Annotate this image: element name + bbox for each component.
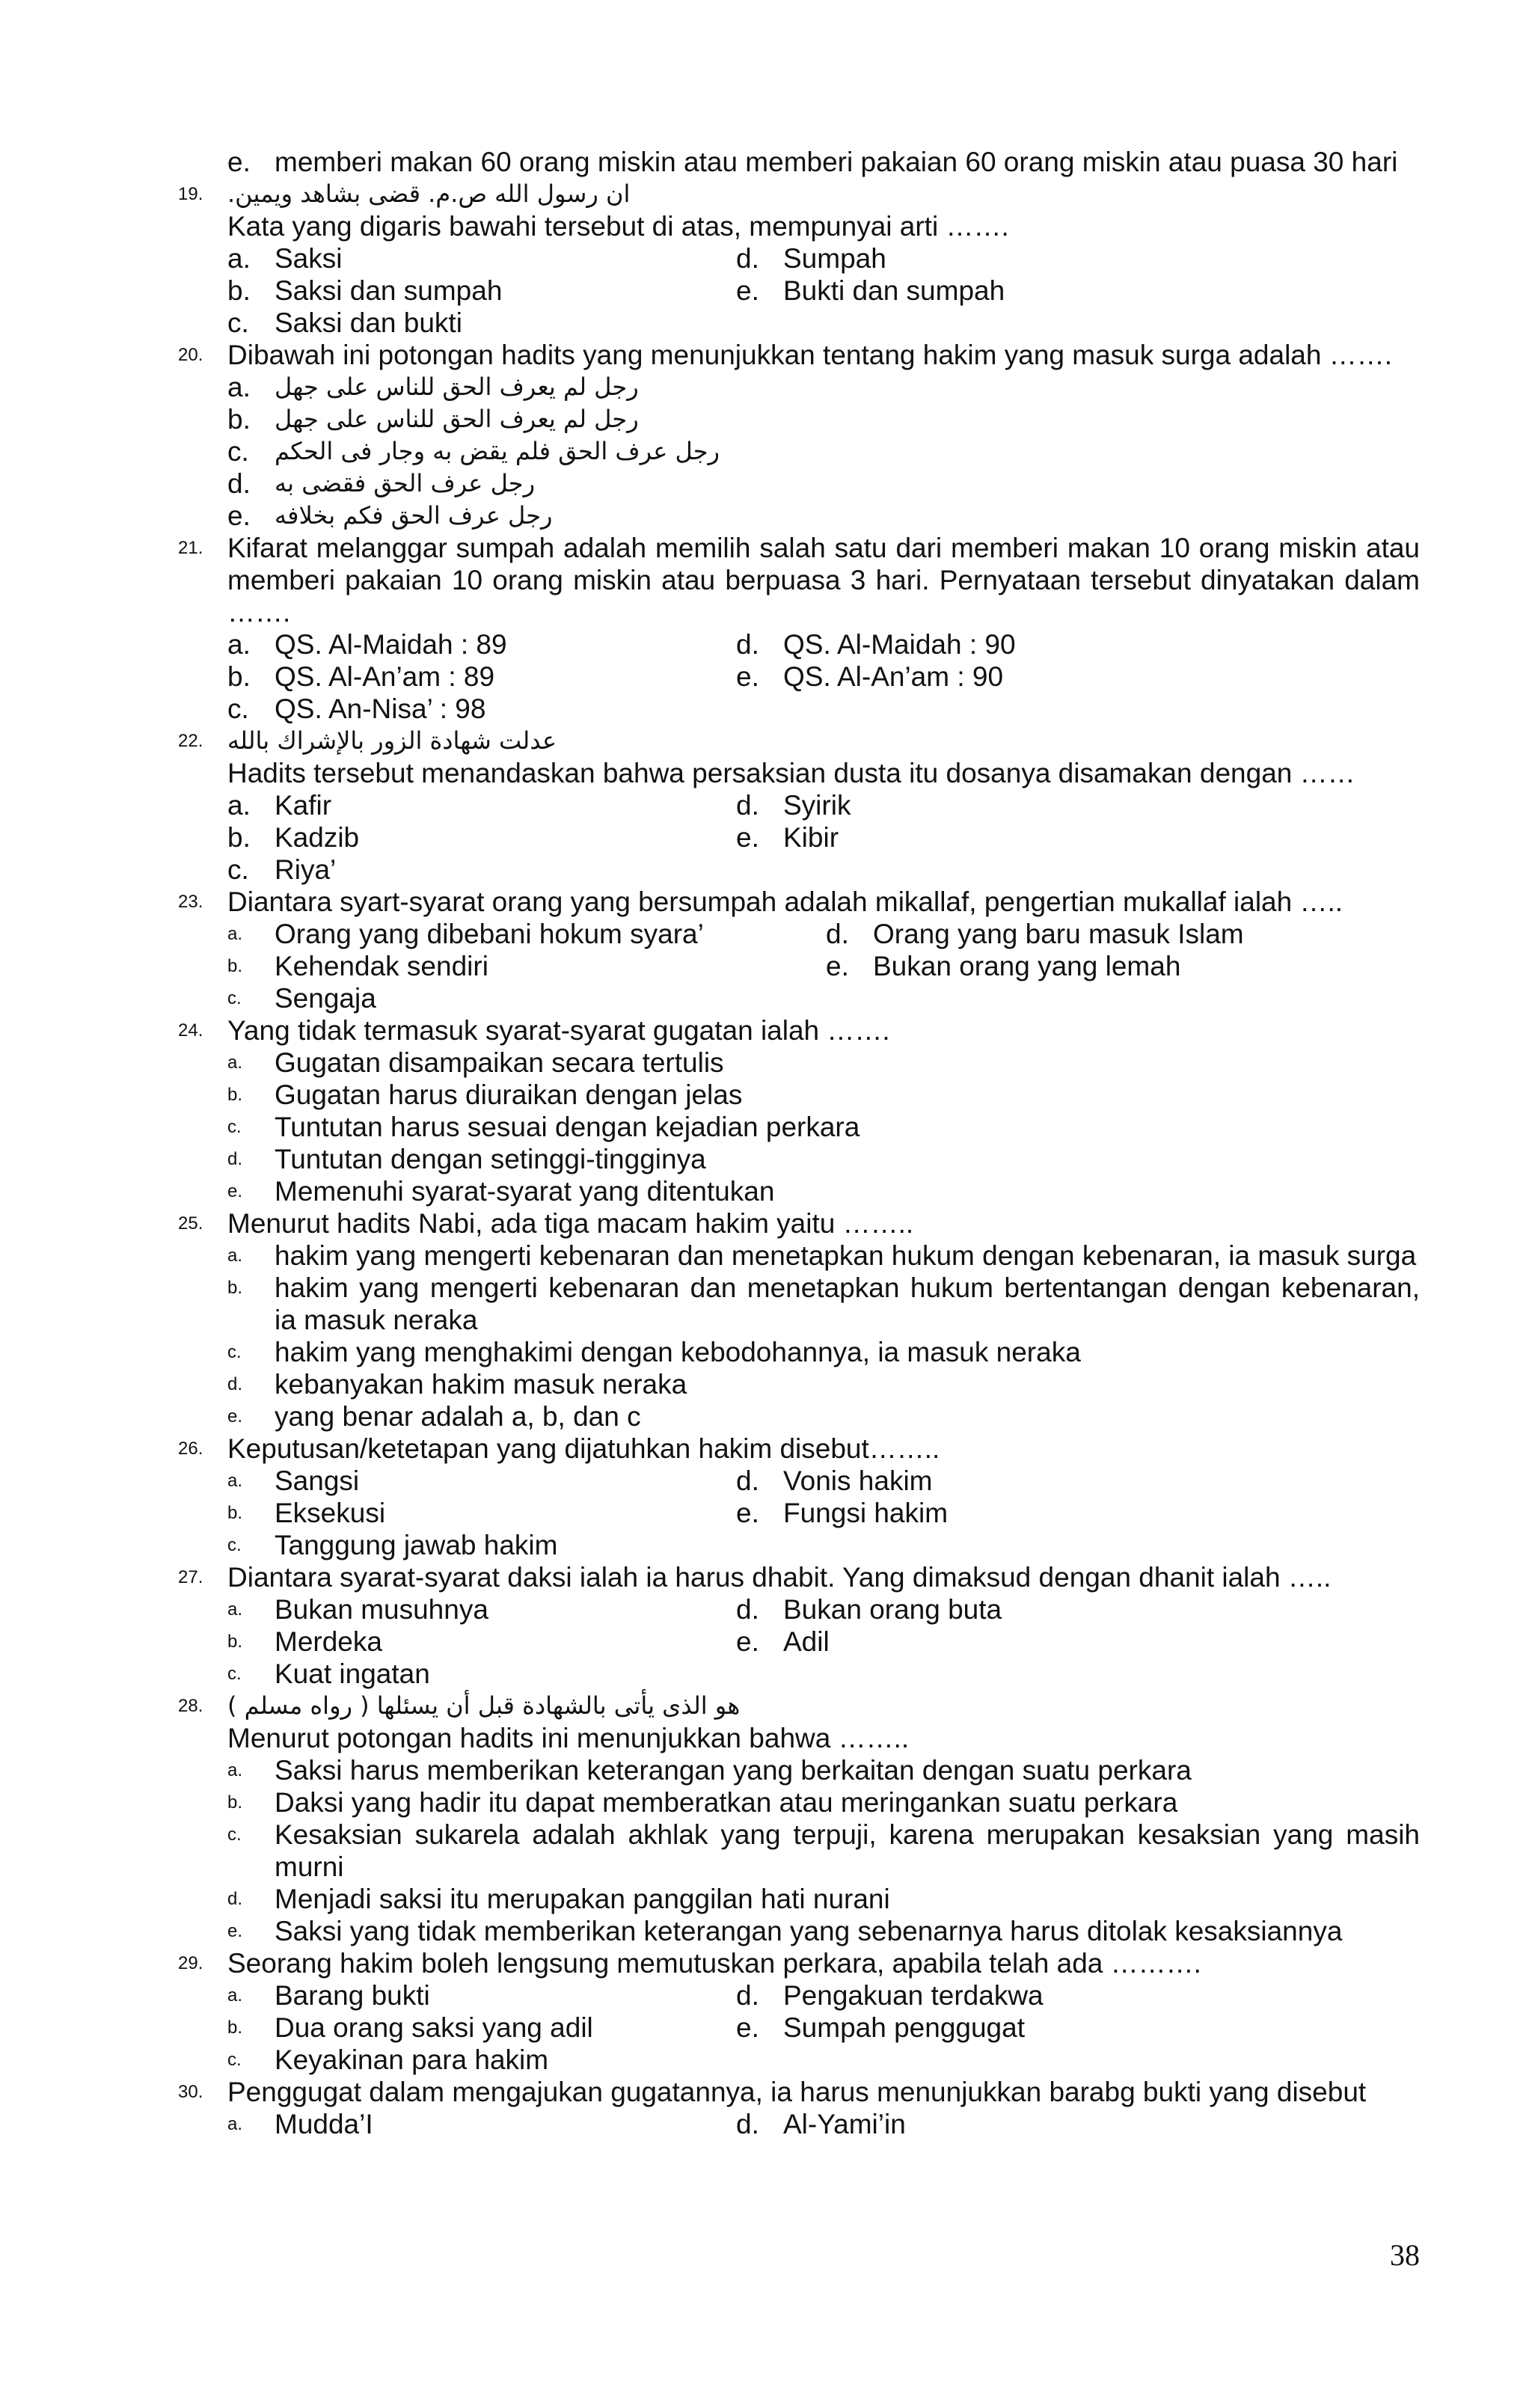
option-letter: a. (227, 1599, 243, 1620)
option-text: Tanggung jawab hakim (275, 1530, 558, 1560)
option-letter: e. (736, 275, 759, 306)
option-text: Orang yang dibebani hokum syara’ (275, 919, 704, 949)
option-text: Tuntutan harus sesuai dengan kejadian perkara (275, 1112, 860, 1142)
option-text: QS. Al-Maidah : 89 (275, 629, 507, 660)
options (227, 1465, 1420, 1561)
option-letter: c. (227, 693, 249, 724)
option-a (227, 242, 736, 275)
option-text: Adil (783, 1626, 830, 1657)
option-letter: e. (736, 1498, 759, 1528)
option-d (227, 468, 1420, 500)
option-a (227, 789, 736, 821)
option-text: رجل عرف الحق فكم بخلافه (275, 501, 553, 530)
option-text: Gugatan disampaikan secara tertulis (275, 1047, 724, 1078)
question-text: Diantara syarat-syarat daksi ialah ia harus dhabit. Yang dimaksud dengan dhanit ialah ….. (227, 1562, 1332, 1593)
question-text: Penggugat dalam mengajukan gugatannya, ia harus menunjukkan barabg bukti yang disebut (227, 2077, 1367, 2107)
option-text: Kadzib (275, 822, 360, 853)
option-text: رجل لم يعرف الحق للناس على جهل (275, 405, 639, 433)
option-d (736, 628, 1420, 661)
question-number: 19. (178, 184, 203, 204)
option-e (826, 950, 1420, 982)
option-letter: d. (736, 243, 759, 274)
question-number: 30. (178, 2082, 203, 2102)
question-22 (178, 725, 1420, 886)
question-text: Kifarat melanggar sumpah adalah memilih salah satu dari memberi makan 10 orang miskin atau memberi pakaian 10 orang miskin atau berpuasa 3 hari. Pernyataan tersebut dinyatakan dalam ……. (227, 533, 1420, 628)
option-letter: a. (227, 629, 251, 660)
option-letter: d. (227, 1374, 243, 1394)
option-text: hakim yang menghakimi dengan kebodohannya, ia masuk neraka (275, 1337, 1081, 1367)
option-text: Pengakuan terdakwa (783, 1980, 1044, 2011)
option-d (736, 1979, 1420, 2012)
question-text: Menurut hadits Nabi, ada tiga macam hakim yaitu …….. (227, 1208, 914, 1239)
option-letter: a. (227, 372, 251, 402)
question-21 (178, 532, 1420, 725)
options (227, 628, 1420, 725)
option-text: memberi makan 60 orang miskin atau memberi pakaian 60 orang miskin atau puasa 30 hari (275, 147, 1398, 177)
option-text: Orang yang baru masuk Islam (873, 919, 1244, 949)
option-letter: d. (736, 1980, 759, 2011)
question-number: 21. (178, 538, 203, 558)
option-c (227, 693, 736, 725)
option-letter: c. (227, 854, 249, 885)
option-text: Tuntutan dengan setinggi-tingginya (275, 1144, 706, 1174)
option-text: QS. Al-Maidah : 90 (783, 629, 1016, 660)
option-letter: e. (227, 147, 251, 177)
option-letter: b. (227, 1503, 243, 1523)
option-d (227, 1883, 1420, 1915)
option-letter: a. (227, 1053, 243, 1073)
option-text: Memenuhi syarat-syarat yang ditentukan (275, 1176, 775, 1207)
option-e (736, 821, 1420, 854)
option-b (227, 661, 736, 693)
option-letter: b. (227, 1792, 243, 1813)
option-letter: c. (227, 1535, 242, 1555)
option-a (227, 1047, 1420, 1079)
option-text: Sangsi (275, 1465, 360, 1496)
option-e (227, 1175, 1420, 1207)
option-letter: c. (227, 307, 249, 338)
option-letter: e. (736, 661, 759, 692)
option-text: رجل عرف الحق فقضى به (275, 469, 536, 497)
option-d (736, 2108, 1420, 2140)
question-number: 29. (178, 1953, 203, 1973)
option-letter: b. (227, 822, 251, 853)
question-number: 27. (178, 1567, 203, 1587)
option-letter: c. (227, 436, 249, 467)
option-letter: b. (227, 275, 251, 306)
option-text: رجل لم يعرف الحق للناس على جهل (275, 373, 639, 401)
option-a (227, 1240, 1420, 1272)
option-letter: d. (227, 1889, 243, 1909)
option-letter: e. (736, 1626, 759, 1657)
option-c (227, 1658, 736, 1690)
option-d (736, 242, 1420, 275)
option-letter: d. (736, 1465, 759, 1496)
option-letter: a. (227, 790, 251, 821)
option-text: hakim yang mengerti kebenaran dan menetapkan hukum dengan kebenaran, ia masuk surga (275, 1240, 1417, 1271)
question-26 (178, 1433, 1420, 1561)
option-text: kebanyakan hakim masuk neraka (275, 1369, 687, 1400)
arabic-text: عدلت شهادة الزور بالإشراك بالله (227, 726, 557, 755)
option-letter: d. (736, 629, 759, 660)
option-c (227, 1529, 736, 1561)
arabic-text: ان رسول الله ص.م. قضى بشاهد ويمين. (227, 180, 631, 208)
option-letter: a. (227, 1471, 243, 1491)
option-text: Syirik (783, 790, 851, 821)
option-letter: b. (227, 2018, 243, 2038)
option-text: Sumpah penggugat (783, 2012, 1025, 2043)
option-text: Saksi dan bukti (275, 307, 462, 338)
option-c (227, 1819, 1420, 1883)
question-text: Yang tidak termasuk syarat-syarat gugatan ialah ……. (227, 1015, 890, 1046)
question-19 (178, 178, 1420, 339)
option-d (227, 1143, 1420, 1175)
option-text: Saksi (275, 243, 343, 274)
option-letter: d. (826, 919, 849, 949)
options (227, 1047, 1420, 1207)
option-b (227, 1626, 736, 1658)
option-a (227, 2108, 736, 2140)
option-b (227, 1272, 1420, 1336)
option-letter: a. (227, 1985, 243, 2006)
option-c (227, 982, 826, 1014)
option-text: yang benar adalah a, b, dan c (275, 1401, 641, 1432)
option-text: Bukan orang yang lemah (873, 951, 1181, 981)
options (227, 371, 1420, 532)
option-b (227, 950, 826, 982)
options (227, 1593, 1420, 1690)
question-number: 28. (178, 1696, 203, 1716)
option-b (227, 1079, 1420, 1111)
option-a (227, 371, 1420, 403)
option-text: Dua orang saksi yang adil (275, 2012, 593, 2043)
option-letter: d. (227, 468, 251, 499)
option-letter: c. (227, 1664, 242, 1684)
question-list (178, 146, 1420, 2140)
option-e (227, 1400, 1420, 1433)
option-letter: e. (227, 500, 251, 531)
option-b (227, 2012, 736, 2044)
option-c (227, 435, 1420, 468)
option-text: QS. Al-An’am : 89 (275, 661, 495, 692)
option-c (227, 307, 736, 339)
options (227, 1240, 1420, 1433)
option-a (227, 1979, 736, 2012)
option-letter: c. (227, 1825, 242, 1845)
option-text: Kesaksian sukarela adalah akhlak yang terpuji, karena merupakan kesaksian yang masih murni (275, 1819, 1420, 1882)
option-letter: e. (736, 822, 759, 853)
option-e (736, 1497, 1420, 1529)
option-a (227, 628, 736, 661)
option-text: Kehendak sendiri (275, 951, 488, 981)
option-c (227, 854, 736, 886)
question-number: 26. (178, 1439, 203, 1459)
options (227, 789, 1420, 886)
question-number: 22. (178, 731, 203, 751)
option-letter: a. (227, 2114, 243, 2134)
option-text: Merdeka (275, 1626, 382, 1657)
option-letter: a. (227, 924, 243, 944)
option-text: Sumpah (783, 243, 886, 274)
option-text: Barang bukti (275, 1980, 430, 2011)
option-e (736, 2012, 1420, 2044)
arabic-text: هو الذى يأتى بالشهادة قبل أن يسئلها ( رواه مسلم ) (227, 1691, 741, 1720)
question-number: 20. (178, 345, 203, 365)
options (227, 2108, 1420, 2140)
option-text: Al-Yami’in (783, 2109, 906, 2139)
option-d (227, 1368, 1420, 1400)
option-letter: b. (227, 1632, 243, 1652)
option-e (736, 275, 1420, 307)
option-c (227, 1336, 1420, 1368)
option-letter: c. (227, 2050, 242, 2070)
option-letter: b. (227, 956, 243, 976)
option-c (227, 1111, 1420, 1143)
question-28 (178, 1690, 1420, 1947)
option-d (736, 1465, 1420, 1497)
option-b (227, 821, 736, 854)
option-letter: b. (227, 1085, 243, 1105)
option-letter: d. (736, 790, 759, 821)
question-29 (178, 1947, 1420, 2076)
option-letter: c. (227, 1342, 242, 1362)
question-text: Keputusan/ketetapan yang dijatuhkan hakim disebut…….. (227, 1433, 940, 1464)
question-text: Hadits tersebut menandaskan bahwa persaksian dusta itu dosanya disamakan dengan …… (227, 758, 1355, 788)
option-letter: b. (227, 404, 251, 435)
option-text: Kibir (783, 822, 839, 853)
option-letter: c. (227, 1117, 242, 1137)
option-text: Sengaja (275, 983, 376, 1014)
option-letter: e. (227, 1181, 243, 1201)
option-b (227, 403, 1420, 435)
question-text: Menurut potongan hadits ini menunjukkan bahwa …….. (227, 1723, 910, 1753)
options (227, 1979, 1420, 2076)
question-number: 23. (178, 892, 203, 912)
question-number: 24. (178, 1020, 203, 1041)
option-text: Riya’ (275, 854, 337, 885)
option-b (227, 275, 736, 307)
option-a (227, 1754, 1420, 1786)
option-b (227, 1497, 736, 1529)
intro-option (178, 146, 1420, 178)
option-letter: d. (736, 2109, 759, 2139)
option-letter: e. (736, 2012, 759, 2043)
option-text: Kuat ingatan (275, 1658, 430, 1689)
option (227, 146, 1420, 178)
option-text: Bukan orang buta (783, 1594, 1002, 1625)
question-27 (178, 1561, 1420, 1690)
question-30 (178, 2076, 1420, 2140)
option-letter: d. (736, 1594, 759, 1625)
question-23 (178, 886, 1420, 1014)
option-e (227, 500, 1420, 532)
option-d (826, 918, 1420, 950)
page-number: 38 (1390, 2238, 1420, 2272)
question-number: 25. (178, 1213, 203, 1234)
option-c (227, 2044, 736, 2076)
option-letter: a. (227, 243, 251, 274)
option-text: Mudda’I (275, 2109, 373, 2139)
question-text: Diantara syart-syarat orang yang bersumpah adalah mikallaf, pengertian mukallaf ialah ….. (227, 886, 1343, 917)
option-text: hakim yang mengerti kebenaran dan menetapkan hukum bertentangan dengan kebenaran, ia masuk neraka (275, 1272, 1420, 1335)
option-letter: b. (227, 661, 251, 692)
option-letter: e. (826, 951, 849, 981)
question-20 (178, 339, 1420, 532)
option-letter: e. (227, 1921, 243, 1941)
option-text: QS. An-Nisa’ : 98 (275, 693, 486, 724)
option-d (736, 1593, 1420, 1626)
option-letter: e. (227, 1406, 243, 1427)
option-text: Saksi harus memberikan keterangan yang berkaitan dengan suatu perkara (275, 1755, 1192, 1786)
option-e (736, 661, 1420, 693)
option-a (227, 1593, 736, 1626)
question-text: Dibawah ini potongan hadits yang menunjukkan tentang hakim yang masuk surga adalah ……. (227, 340, 1393, 370)
options (227, 1754, 1420, 1947)
option-letter: a. (227, 1760, 243, 1780)
option-text: Saksi yang tidak memberikan keterangan yang sebenarnya harus ditolak kesaksiannya (275, 1916, 1343, 1946)
option-letter: b. (227, 1278, 243, 1298)
question-24 (178, 1014, 1420, 1207)
option-text: Daksi yang hadir itu dapat memberatkan atau meringankan suatu perkara (275, 1787, 1178, 1818)
option-text: Fungsi hakim (783, 1498, 949, 1528)
option-letter: c. (227, 988, 242, 1008)
option-text: Menjadi saksi itu merupakan panggilan hati nurani (275, 1884, 890, 1914)
question-text: Seorang hakim boleh lengsung memutuskan perkara, apabila telah ada ………. (227, 1948, 1201, 1979)
option-b (227, 1786, 1420, 1819)
question-25 (178, 1207, 1420, 1433)
option-text: رجل عرف الحق فلم يقض به وجار فى الحكم (275, 437, 720, 465)
option-text: Gugatan harus diuraikan dengan jelas (275, 1079, 743, 1110)
option-text: Vonis hakim (783, 1465, 933, 1496)
option-text: QS. Al-An’am : 90 (783, 661, 1004, 692)
option-text: Keyakinan para hakim (275, 2044, 549, 2075)
option-text: Bukan musuhnya (275, 1594, 488, 1625)
option-text: Bukti dan sumpah (783, 275, 1005, 306)
option-e (227, 1915, 1420, 1947)
option-a (227, 918, 826, 950)
options (227, 242, 1420, 339)
question-text: Kata yang digaris bawahi tersebut di atas, mempunyai arti ……. (227, 211, 1009, 242)
option-text: Saksi dan sumpah (275, 275, 503, 306)
option-a (227, 1465, 736, 1497)
option-e (736, 1626, 1420, 1658)
option-d (736, 789, 1420, 821)
option-text: Eksekusi (275, 1498, 386, 1528)
option-letter: a. (227, 1246, 243, 1266)
options (227, 918, 1420, 1014)
option-text: Kafir (275, 790, 332, 821)
option-letter: d. (227, 1149, 243, 1169)
